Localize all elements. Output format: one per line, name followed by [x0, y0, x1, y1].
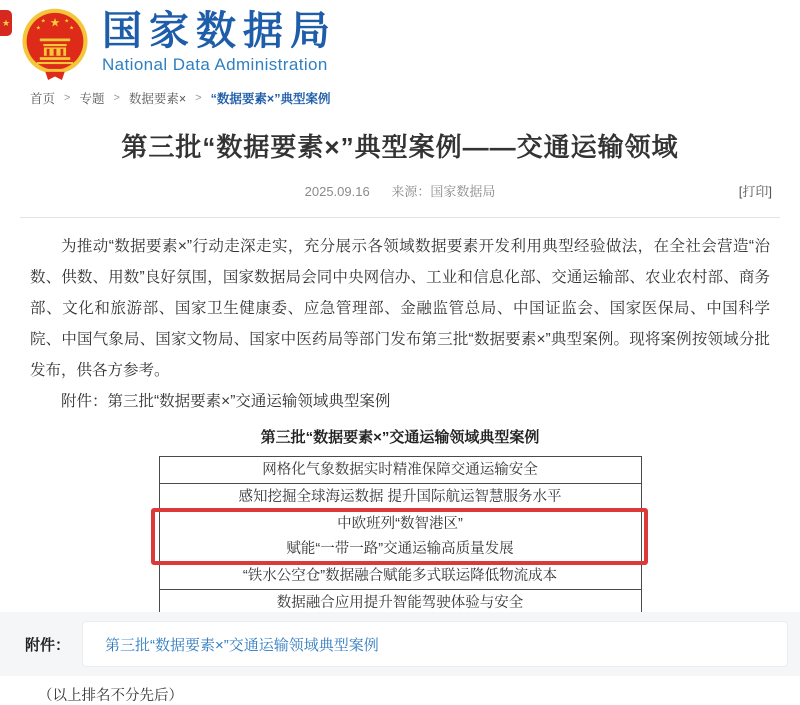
table-row [160, 483, 641, 510]
attachment-card [82, 621, 788, 667]
case-name: 感知挖掘全球海运数据 提升国际航运智慧服务水平 [238, 489, 562, 506]
site-brand[interactable] [102, 8, 337, 75]
breadcrumb-home[interactable]: 首页 [30, 92, 56, 106]
attachment-label: 附件： [25, 636, 71, 654]
site-header [0, 0, 800, 80]
site-name: 国家数据局 [102, 9, 337, 53]
breadcrumb-current[interactable]: “数据要素×”典型案例 [210, 92, 331, 106]
site-name-english: National Data Administration [102, 55, 328, 74]
breadcrumb-separator: > [113, 92, 120, 104]
breadcrumb-data-elements[interactable]: 数据要素× [128, 92, 187, 106]
intro-paragraph: 为推动“数据要素×”行动走深走实，充分展示各领域数据要素开发利用典型经验做法，在全社会营造“治数、供数、用数”良好氛围，国家数据局会同中央网信办、工业和信息化部、交通运输部、农业农村部、商务部、文化和旅游部、国家卫生健康委、应急管理部、金融监管总局、中国证监会、国家医保局、中国科学院、中国气象局、国家文物局、国家中医药局等部门发布第三批“数据要素×”典型案例。现将案例按领域分批发布，供各方参考。 [30, 238, 770, 380]
case-name-line1: 中欧班列“数智港区” [337, 516, 463, 533]
svg-text:★: ★ [64, 18, 70, 25]
svg-text:★: ★ [49, 16, 61, 30]
article-body [30, 231, 770, 417]
case-name: 数据融合应用提升智能驾驶体验与安全 [276, 595, 524, 612]
table-row [160, 562, 641, 589]
svg-text:★: ★ [69, 25, 75, 32]
table-row-highlighted [160, 510, 641, 562]
table-row [160, 457, 641, 483]
national-emblem-logo [20, 8, 90, 80]
national-emblem-icon [20, 8, 90, 80]
edge-widget-national-emblem-icon[interactable]: ★ [0, 10, 12, 36]
case-table-title: 第三批“数据要素×”交通运输领域典型案例 [260, 429, 540, 447]
publish-date: 2025.09.16 [304, 184, 370, 200]
attachment-section [0, 612, 800, 676]
svg-text:★: ★ [35, 25, 41, 32]
attachment-mention-line: 附件：第三批“数据要素×”交通运输领域典型案例 [61, 393, 391, 411]
page-title: 第三批“数据要素×”典型案例——交通运输领域 [121, 132, 679, 162]
article-meta [0, 181, 800, 200]
breadcrumb-separator: > [195, 92, 202, 104]
print-button[interactable]: [打印] [738, 184, 772, 200]
breadcrumb [30, 89, 800, 107]
source-label: 来源：国家数据局 [391, 184, 496, 200]
case-name: “铁水公空仓”数据融合赋能多式联运降低物流成本 [242, 568, 558, 585]
svg-text:★: ★ [40, 18, 46, 25]
case-name-line2: 赋能“一带一路”交通运输高质量发展 [286, 541, 514, 558]
breadcrumb-separator: > [64, 92, 71, 104]
breadcrumb-topics[interactable]: 专题 [79, 92, 105, 106]
attachment-download-link[interactable]: 第三批“数据要素×”交通运输领域典型案例 [105, 636, 379, 654]
header-divider [20, 217, 780, 218]
ranking-note: （以上排名不分先后） [38, 688, 183, 705]
case-name: 网格化气象数据实时精准保障交通运输安全 [262, 462, 538, 479]
